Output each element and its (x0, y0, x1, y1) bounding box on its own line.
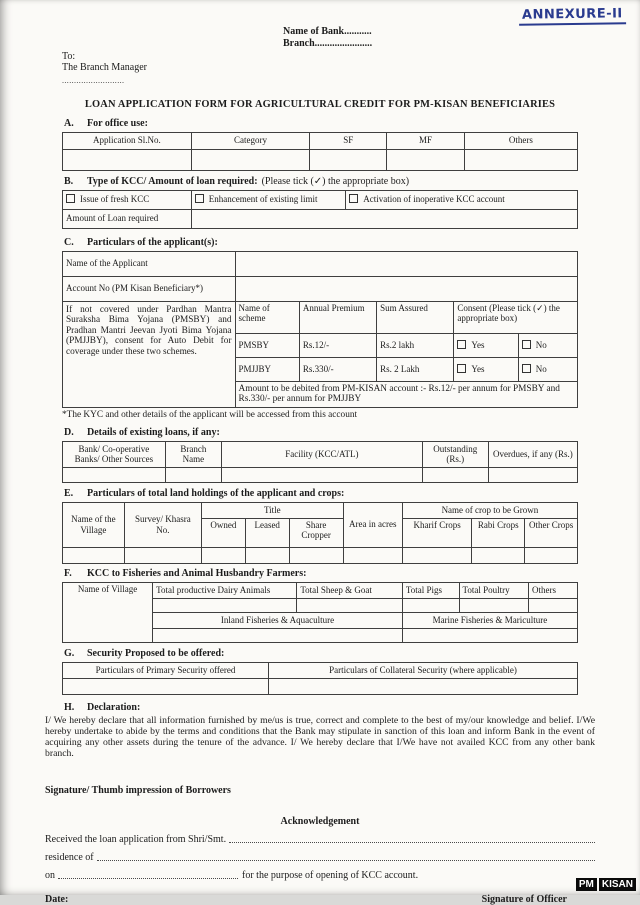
scheme-sum-cell: Rs. 2 Lakh (377, 357, 454, 381)
section-h-heading (62, 702, 595, 714)
col-header: Owned (202, 518, 246, 547)
land-holdings-table (62, 502, 578, 564)
empty-cell (63, 678, 269, 694)
empty-cell (310, 149, 387, 170)
empty-cell (525, 547, 578, 563)
consent-no-cell (518, 333, 577, 357)
col-header: Facility (KCC/ATL) (222, 441, 423, 467)
kcc-option-label: Issue of fresh KCC (80, 194, 150, 205)
empty-cell (63, 467, 166, 482)
empty-cell (153, 598, 297, 612)
checkbox (195, 194, 204, 203)
empty-cell (464, 149, 577, 170)
checkbox (457, 340, 466, 349)
section-note: (Please tick (✓) the appropriate box) (261, 175, 410, 187)
kcc-option-label: Activation of inoperative KCC account (363, 194, 505, 205)
checkbox (66, 194, 75, 203)
section-e-heading (62, 488, 578, 500)
dotted-line: .......................... (62, 76, 125, 85)
acknowledgement-received-line (45, 827, 595, 845)
col-header: Kharif Crops (402, 518, 472, 547)
col-header: Application Sl.No. (63, 132, 192, 149)
branch-line: Branch....................... (283, 38, 373, 49)
scheme-col-header: Annual Premium (299, 301, 376, 333)
empty-cell (402, 547, 472, 563)
empty-cell (387, 149, 464, 170)
col-header: Others (464, 132, 577, 149)
empty-cell (124, 547, 201, 563)
annexure-handwritten-label: ANNEXURE-II (519, 6, 626, 25)
section-letter: B. (64, 175, 74, 187)
empty-cell (153, 628, 403, 642)
field-label-cell: Account No (PM Kisan Beneficiary*) (63, 276, 236, 301)
inland-fisheries-header: Inland Fisheries & Aquaculture (153, 612, 403, 628)
col-header: Category (191, 132, 309, 149)
scheme-col-header: Sum Assured (377, 301, 454, 333)
declaration-text: I/ We hereby declare that all information furnished by me/us is true, correct and complete to the best of my/our knowledge and belief. I/We hereby undertake to abide by the terms and conditions that the Bank may stipulate in sanction of this loan and inform Bank in the event of acquiring any other assets during the tenure of the advance. I/ We hereby declare that I/We have not availed KCC from any other bank branch. (45, 714, 595, 760)
purpose-suffix: for the purpose of opening of KCC account. (242, 869, 419, 881)
scheme-name-cell: PMJJBY (235, 357, 299, 381)
col-header: Bank/ Co-operative Banks/ Other Sources (63, 441, 166, 467)
bank-header (283, 26, 578, 50)
lower-section (45, 702, 595, 905)
empty-cell (63, 547, 125, 563)
section-title: For office use: (87, 117, 148, 129)
office-use-table (62, 132, 578, 171)
consent-yes-cell (454, 333, 518, 357)
col-header: Total Sheep & Goat (297, 582, 403, 598)
insurance-consent-text: If not covered under Pardhan Mantra Suraksha Bima Yojana (PMSBY) and Pradhan Mantri Jeevan Jyoti Bima Yojana (PMJJBY), consent for Auto Debit for coverage under these two schemes. (63, 301, 236, 407)
scheme-premium-cell: Rs.330/- (299, 357, 376, 381)
empty-cell (343, 547, 402, 563)
empty-cell (402, 598, 459, 612)
empty-cell (165, 467, 221, 482)
empty-cell (422, 467, 488, 482)
kcc-type-table (62, 190, 578, 229)
scheme-name-cell: PMSBY (235, 333, 299, 357)
section-letter: A. (64, 117, 74, 129)
empty-cell (269, 678, 578, 694)
col-header: Total Pigs (402, 582, 459, 598)
section-title: KCC to Fisheries and Animal Husbandry Farmers: (87, 567, 307, 579)
security-table (62, 662, 578, 695)
addressee-block (62, 52, 578, 87)
consent-no-cell (518, 357, 577, 381)
acknowledgement-date-line (45, 863, 595, 881)
col-header: SF (310, 132, 387, 149)
pm-kisan-logo-left: PM (576, 878, 597, 891)
empty-cell (191, 209, 577, 228)
col-header: Total Poultry (459, 582, 529, 598)
col-header: Leased (245, 518, 289, 547)
debit-note-cell: Amount to be debited from PM-KISAN account :- Rs.12/- per annum for PMSBY and Rs.330/- per annum for PMJJBY (235, 381, 577, 407)
on-prefix: on (45, 869, 55, 881)
empty-cell (191, 149, 309, 170)
acknowledgement-title: Acknowledgement (280, 815, 360, 827)
empty-cell (297, 598, 403, 612)
section-b-heading (62, 176, 578, 188)
section-title: Declaration: (87, 701, 141, 713)
no-label: No (535, 339, 547, 350)
empty-cell (459, 598, 529, 612)
empty-cell (488, 467, 577, 482)
col-header: Overdues, if any (Rs.) (488, 441, 577, 467)
section-letter: H. (64, 701, 75, 713)
section-letter: C. (64, 236, 74, 248)
col-header: MF (387, 132, 464, 149)
col-header: Survey/ Khasra No. (124, 502, 201, 547)
checkbox (522, 340, 531, 349)
col-header: Total productive Dairy Animals (153, 582, 297, 598)
checkbox (457, 364, 466, 373)
acknowledgement-residence-line (45, 845, 595, 863)
title-group-header: Title (202, 502, 344, 518)
col-header: Outstanding (Rs.) (422, 441, 488, 467)
fisheries-husbandry-table (62, 582, 578, 643)
dotted-line (58, 877, 238, 879)
empty-cell (235, 276, 577, 301)
borrower-signature-label: Signature/ Thumb impression of Borrowers (45, 784, 231, 796)
empty-cell (222, 467, 423, 482)
section-title: Particulars of the applicant(s): (87, 236, 218, 248)
section-letter: D. (64, 426, 74, 438)
empty-cell (289, 547, 343, 563)
date-officer-row (45, 894, 595, 905)
pm-kisan-logo-right: KISAN (599, 878, 636, 891)
dotted-line (229, 841, 595, 843)
scheme-sum-cell: Rs.2 lakh (377, 333, 454, 357)
section-title: Type of KCC/ Amount of loan required: (87, 175, 258, 187)
col-header: Rabi Crops (472, 518, 525, 547)
form-title: LOAN APPLICATION FORM FOR AGRICULTURAL CREDIT FOR PM-KISAN BENEFICIARIES (84, 98, 556, 110)
section-g-heading (62, 648, 578, 660)
amount-label-cell: Amount of Loan required (63, 209, 192, 228)
yes-label: Yes (471, 339, 485, 350)
col-header: Particulars of Collateral Security (where applicable) (269, 662, 578, 678)
applicant-particulars-table (62, 251, 578, 408)
empty-cell (235, 251, 577, 276)
col-header: Share Cropper (289, 518, 343, 547)
field-label-cell: Name of the Applicant (63, 251, 236, 276)
no-label: No (535, 363, 547, 374)
dotted-line (97, 859, 595, 861)
kcc-option-label: Enhancement of existing limit (208, 194, 318, 205)
col-header: Other Crops (525, 518, 578, 547)
consent-col-header: Consent (Please tick (✓) the appropriate box) (454, 301, 578, 333)
checkbox (349, 194, 358, 203)
to-label: To: (62, 51, 76, 62)
empty-cell (402, 628, 577, 642)
section-letter: E. (64, 487, 74, 499)
officer-signature-label: Signature of Officer (481, 893, 567, 905)
scheme-premium-cell: Rs.12/- (299, 333, 376, 357)
kcc-option-cell (346, 190, 578, 209)
marine-fisheries-header: Marine Fisheries & Mariculture (402, 612, 577, 628)
col-header: Particulars of Primary Security offered (63, 662, 269, 678)
empty-cell (472, 547, 525, 563)
section-f-heading (62, 568, 578, 580)
kyc-footnote: *The KYC and other details of the applicant will be accessed from this account (62, 409, 358, 420)
empty-cell (63, 149, 192, 170)
section-a-heading (62, 118, 578, 130)
section-letter: G. (64, 647, 75, 659)
pm-kisan-logo (576, 878, 636, 891)
col-header: Branch Name (165, 441, 221, 467)
empty-cell (202, 547, 246, 563)
scheme-col-header: Name of scheme (235, 301, 299, 333)
received-prefix: Received the loan application from Shri/Smt. (45, 833, 227, 845)
branch-manager-label: The Branch Manager (62, 61, 147, 73)
section-d-heading (62, 427, 578, 439)
empty-cell (245, 547, 289, 563)
checkbox (522, 364, 531, 373)
date-label: Date: (45, 893, 69, 905)
name-of-bank-line: Name of Bank........... (283, 26, 372, 37)
crop-group-header: Name of crop to be Grown (402, 502, 577, 518)
consent-yes-cell (454, 357, 518, 381)
section-title: Particulars of total land holdings of the applicant and crops: (87, 487, 345, 499)
col-header: Area in acres (343, 502, 402, 547)
existing-loans-table (62, 441, 578, 483)
section-c-heading (62, 237, 578, 249)
col-header: Name of the Village (63, 502, 125, 547)
yes-label: Yes (471, 363, 485, 374)
kcc-option-cell (191, 190, 346, 209)
section-letter: F. (64, 567, 72, 579)
col-header: Others (529, 582, 578, 598)
empty-cell (529, 598, 578, 612)
col-header: Name of Village (63, 582, 153, 642)
section-title: Details of existing loans, if any: (87, 426, 220, 438)
kcc-option-cell (63, 190, 192, 209)
section-title: Security Proposed to be offered: (87, 647, 225, 659)
residence-prefix: residence of (45, 851, 94, 863)
